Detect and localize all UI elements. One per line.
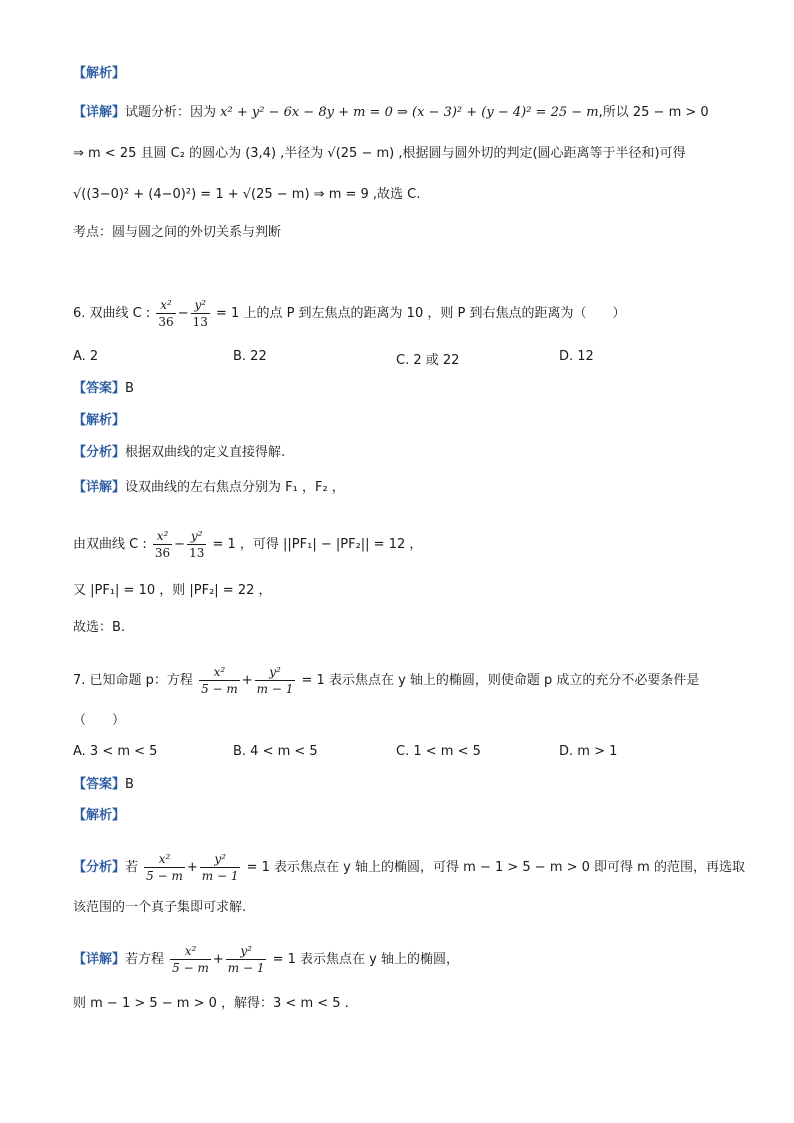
q7-option-a[interactable]: A. 3 < m < 5 xyxy=(73,744,158,759)
q7-fraction-x: $\frac{\text{x²}}{5 - m}$ xyxy=(201,665,238,696)
q7-option-b[interactable]: B. 4 < m < 5 xyxy=(233,744,318,759)
q6-option-c[interactable]: C. 2 或 22 xyxy=(396,353,460,368)
q6-detail-fraction-y: $\frac{\text{y²}}{13}$ xyxy=(189,529,205,560)
q6-detail-fraction-x: $\frac{\text{x²}}{36}$ xyxy=(154,529,171,560)
analysis-tag: 【分析】 xyxy=(73,445,126,460)
analysis-tag: 【分析】 xyxy=(73,860,126,875)
detail-tag: 【详解】 xyxy=(73,480,126,495)
q6-stem: 6. 双曲线 C : $\frac{\text{x²}}{36}$ − $\frac{\text{y²}}{13}$ = 1 上的点 P 到左焦点的距离为 10 ，则 P 到右焦点的距离为（ ） xyxy=(73,298,626,329)
q7-option-c[interactable]: C. 1 < m < 5 xyxy=(396,744,481,759)
q7-analysis-fraction-y: $\frac{\text{y²}}{m - 1}$ xyxy=(201,852,239,883)
q6-answer-value: B xyxy=(125,381,134,396)
kaodian-5: 考点：圆与圆之间的外切关系与判断 xyxy=(73,225,282,240)
q6-detail-4: 故选：B. xyxy=(73,620,126,635)
q6-option-b[interactable]: B. 22 xyxy=(233,349,267,364)
q7-detail: 【详解】若方程 $\frac{\text{x²}}{5 - m}$ + $\frac{\text{y²}}{m - 1}$ = 1 表示焦点在 y 轴上的椭圆， xyxy=(73,944,460,975)
q7-analysis-2: 该范围的一个真子集即可求解. xyxy=(73,900,247,915)
q6-answer xyxy=(73,379,754,399)
q6-detail-3: 又 |PF₁| = 10 ，则 |PF₂| = 22 ， xyxy=(73,583,272,598)
q7-answer-value: B xyxy=(125,777,134,792)
q7-fraction-y: $\frac{\text{y²}}{m - 1}$ xyxy=(256,665,294,696)
jiexi-tag: 【解析】 xyxy=(73,808,126,823)
detail-tag: 【详解】 xyxy=(73,952,126,967)
q6-fraction-x: $\frac{\text{x²}}{36}$ xyxy=(158,298,174,329)
jiexi-heading-5 xyxy=(73,64,754,84)
answer-tag: 【答案】 xyxy=(73,777,126,792)
q6-fraction-y: $\frac{\text{y²}}{13}$ xyxy=(192,298,208,329)
q7-answer xyxy=(73,775,754,795)
q6-option-d[interactable]: D. 12 xyxy=(559,349,594,364)
jiexi-tag: 【解析】 xyxy=(73,66,126,81)
q7-paren: （ ） xyxy=(73,713,126,728)
q6-stem-suffix: = 1 上的点 P 到左焦点的距离为 10 ，则 P 到右焦点的距离为（ ） xyxy=(216,306,626,321)
detail-5-equation: x² + y² − 6x − 8y + m = 0 ⇒ (x − 3)² + (y − 4)² = 25 − m xyxy=(220,105,599,120)
detail-5-line2: ⇒ m < 25 且圆 C₂ 的圆心为 (3,4) ,半径为 √(25 − m) ,根据圆与圆外切的判定(圆心距离等于半径和)可得 xyxy=(73,146,686,161)
q7-option-d[interactable]: D. m > 1 xyxy=(559,744,618,759)
q7-detail-fraction-y: $\frac{\text{y²}}{m - 1}$ xyxy=(227,944,265,975)
q6-detail-1: 【详解】设双曲线的左右焦点分别为 F₁ ，F₂ ， xyxy=(73,480,345,495)
q6-option-a[interactable]: A. 2 xyxy=(73,349,99,364)
detail-tag: 【详解】 xyxy=(73,105,126,120)
detail-5-line1 xyxy=(73,103,754,123)
jiexi-tag: 【解析】 xyxy=(73,413,126,428)
q6-stem-prefix: 6. 双曲线 C : xyxy=(73,306,151,321)
q6-jiexi xyxy=(73,411,754,431)
q6-detail-2: 由双曲线 C : $\frac{\text{x²}}{36}$ − $\frac{\text{y²}}{13}$ = 1 ，可得 ||PF₁| − |PF₂|| = 12 ， xyxy=(73,529,423,560)
q7-detail-fraction-x: $\frac{\text{x²}}{5 - m}$ xyxy=(172,944,209,975)
q6-analysis: 【分析】根据双曲线的定义直接得解. xyxy=(73,445,286,460)
q7-jiexi xyxy=(73,806,754,826)
answer-tag: 【答案】 xyxy=(73,381,126,396)
detail-5-line3: √((3−0)² + (4−0)²) = 1 + √(25 − m) ⇒ m = 9 ,故选 C. xyxy=(73,187,421,202)
q7-analysis-fraction-x: $\frac{\text{x²}}{5 - m}$ xyxy=(146,852,183,883)
q7-stem: 7. 已知命题 p：方程 $\frac{\text{x²}}{5 - m}$ + $\frac{\text{y²}}{m - 1}$ = 1 表示焦点在 y 轴上的椭圆，则使命题 p 成立的充分不必要条件是 xyxy=(73,665,700,696)
detail-5-suffix: ,所以 25 − m > 0 xyxy=(598,105,709,120)
detail-5-prefix: 试题分析：因为 xyxy=(125,105,221,120)
q7-detail-2: 则 m − 1 > 5 − m > 0 ，解得：3 < m < 5 . xyxy=(73,996,349,1011)
q7-analysis: 【分析】若 $\frac{\text{x²}}{5 - m}$ + $\frac{\text{y²}}{m - 1}$ = 1 表示焦点在 y 轴上的椭圆，可得 m − 1 > 5 − m > 0 即可得 m 的范围，再选取 xyxy=(73,852,745,883)
